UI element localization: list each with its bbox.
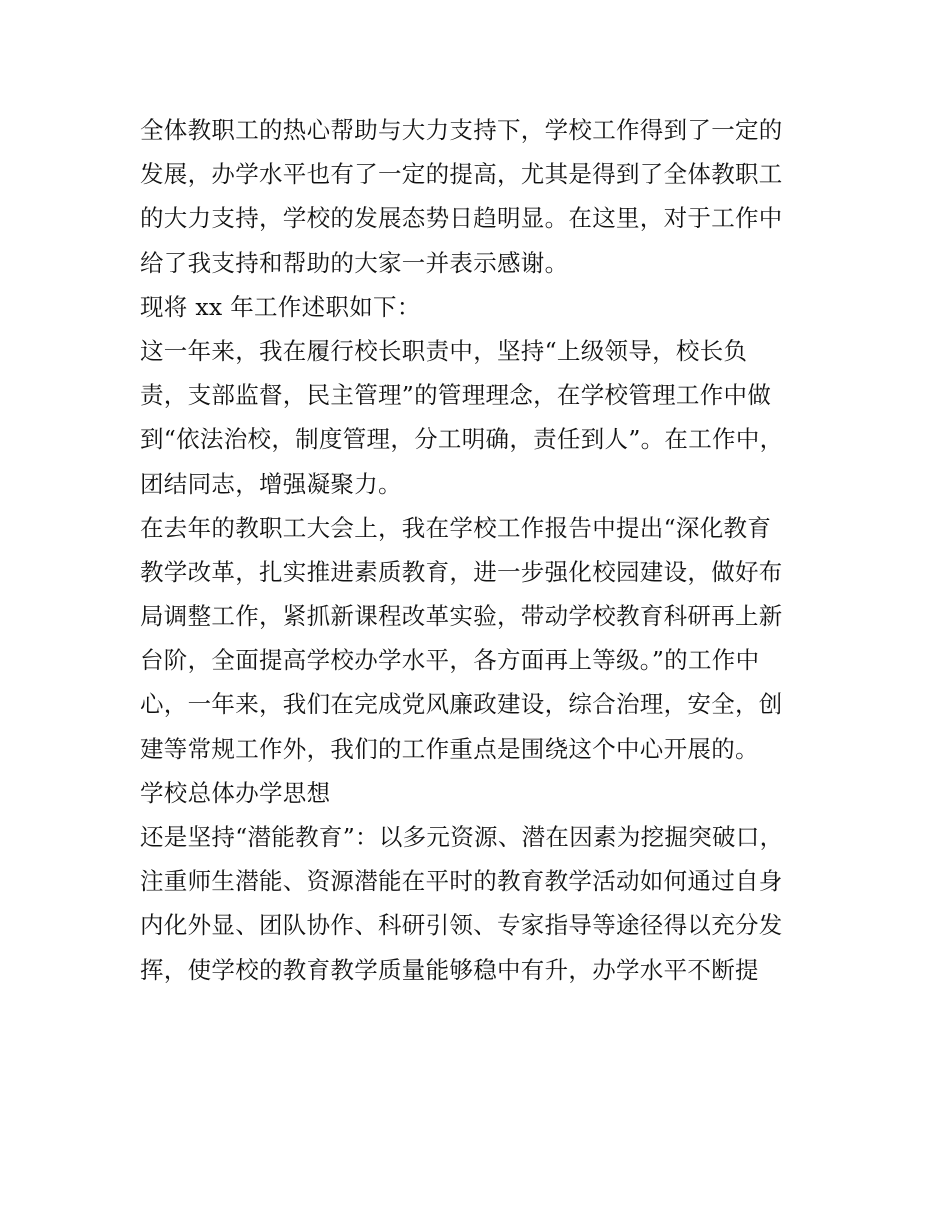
section-heading: 学校总体办学思想 [140, 778, 331, 807]
text-line: 这一年来，我在履行校长职责中，坚持“上级领导，校长负 [140, 336, 748, 365]
text-line: 挥，使学校的教育教学质量能够稳中有升，办学水平不断提 [140, 955, 759, 984]
text-line: 发展，办学水平也有了一定的提高，尤其是得到了全体教职工 [140, 160, 783, 189]
text-line: 内化外显、团队协作、科研引领、专家指导等途径得以充分发 [140, 911, 783, 940]
text-line: 注重师生潜能、资源潜能在平时的教育教学活动如何通过自身 [140, 867, 783, 896]
document-body [140, 108, 830, 992]
text-line: 责，支部监督，民主管理”的管理理念，在学校管理工作中做 [140, 381, 772, 410]
text-line: 心，一年来，我们在完成党风廉政建设，综合治理，安全，创 [140, 690, 783, 719]
text-line: 在去年的教职工大会上，我在学校工作报告中提出“深化教育 [140, 513, 772, 542]
text-line: 还是坚持“潜能教育”：以多元资源、潜在因素为挖掘突破口， [140, 823, 784, 851]
text-line: 团结同志，增强凝聚力。 [140, 469, 402, 498]
text-line: 的大力支持，学校的发展态势日趋明显。在这里，对于工作中 [140, 204, 783, 233]
text-line: 给了我支持和帮助的大家一并表示感谢。 [140, 248, 569, 277]
text-line: 局调整工作，紧抓新课程改革实验，带动学校教育科研再上新 [140, 602, 783, 631]
text-line: 全体教职工的热心帮助与大力支持下，学校工作得到了一定的 [140, 116, 783, 144]
text-line: 到“依法治校，制度管理，分工明确，责任到人”。在工作中， [140, 425, 784, 454]
text-line: 建等常规工作外，我们的工作重点是围绕这个中心开展的。 [140, 734, 759, 763]
text-line: 教学改革，扎实推进素质教育，进一步强化校园建设，做好布 [140, 557, 783, 586]
section-line: 现将 xx 年工作述职如下： [140, 292, 421, 321]
text-line: 台阶，全面提高学校办学水平，各方面再上等级。”的工作中 [140, 646, 760, 675]
